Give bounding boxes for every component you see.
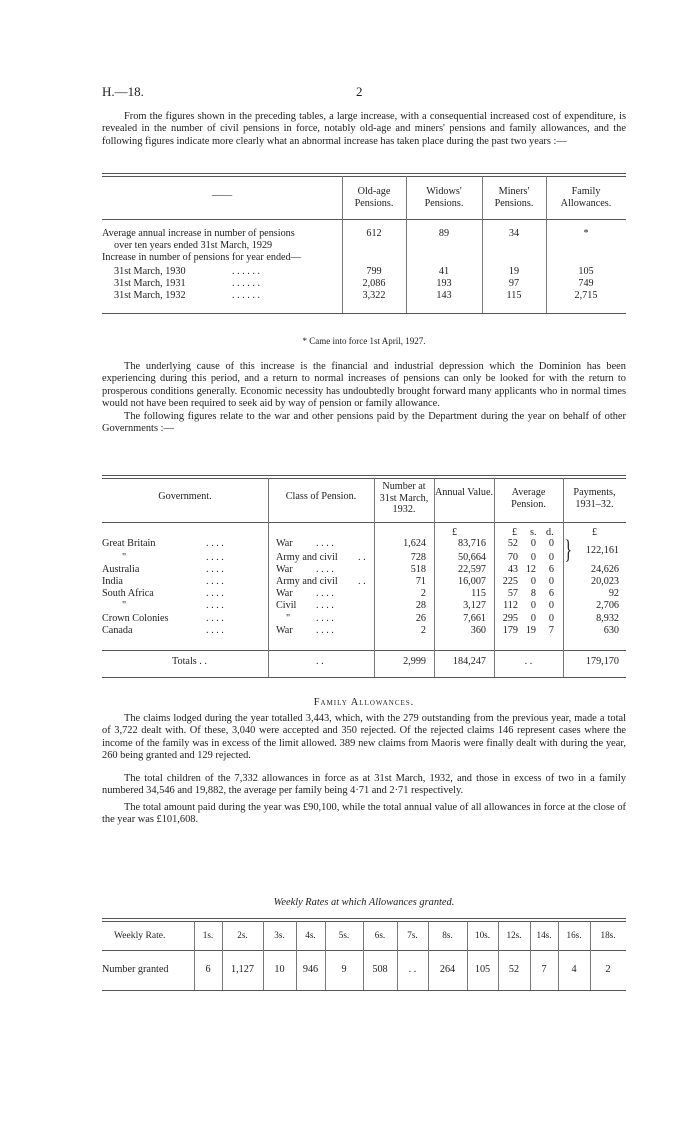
table2-totals-dots: . . [316,656,324,667]
table2-class: War [276,588,293,599]
table1-cell: 2,715 [574,290,598,301]
table2-class: Army and civil [276,576,338,587]
table2-brace: } [564,535,572,564]
table2-class: Army and civil [276,552,338,563]
table2-number: 2 [420,588,426,599]
table1-row-label: 31st March, 1932 [114,290,186,301]
table2-totals-payments: 179,170 [585,656,619,667]
table1-cell: 97 [508,278,520,289]
table2-government: " [122,600,127,611]
table-rule [102,219,626,220]
weekly-rate-cell: 12s. [506,930,522,940]
table2-unit: £ [592,527,598,538]
table2-average-pounds: 112 [503,600,518,611]
table2-government: Crown Colonies [102,613,169,624]
table-rule [102,478,626,479]
table2-annual: 3,127 [463,600,486,611]
table2-average-pounds: 70 [507,552,518,563]
number-granted-cell: 946 [302,964,319,975]
table2-unit: d. [546,527,554,538]
table-rule [102,990,626,991]
table1-row-label: 31st March, 1931 [114,278,186,289]
weekly-rate-cell: 3s. [274,930,285,940]
number-granted-cell: 52 [508,964,520,975]
table2-annual: 22,597 [457,564,486,575]
number-granted-cell: 6 [205,964,211,975]
table2-average-pence: 0 [548,576,554,587]
table-rule [102,650,626,651]
table2-average-shillings: 19 [525,625,536,636]
table2-payment: 8,932 [596,613,619,624]
number-granted-cell: 1,127 [231,964,254,975]
table2-annual: 16,007 [457,576,486,587]
table2-column-header: Payments, 1931–32. [573,487,616,510]
table2-number: 518 [410,564,426,575]
table1-leader-dots: . . . . . . [232,266,261,277]
table-rule [102,921,626,922]
table2-annual: 7,661 [463,613,486,624]
table2-average-pence: 6 [548,588,554,599]
table2-number: 728 [410,552,426,563]
number-granted-cell: . . [408,964,417,975]
table2-leader-dots: . . . . [316,600,334,611]
table2-number: 1,624 [403,538,426,549]
table1-cell: 2,086 [362,278,386,289]
intro-paragraph: From the figures shown in the preceding tables, a large increase, with a consequential increased cost of expenditure, is revealed in the number of civil pensions in force, notably old-age and miners' pensions and family allowances, and the following figures indicate more clearly what an abnormal increase has taken place during the past two years :— [102,111,626,147]
table2-average-pounds: 179 [502,625,518,636]
weekly-rate-cell: 4s. [305,930,316,940]
table2-class: " [286,613,291,624]
table2-totals-label: Totals . . [172,656,207,667]
table2-average-pounds: 52 [507,538,518,549]
table2-column-header: Average Pension. [511,487,546,510]
table1-cell: 89 [438,228,450,239]
weekly-rate-cell: 1s. [202,930,214,940]
table2-average-pounds: 295 [502,613,518,624]
table1-cell: 799 [366,266,382,277]
table1-row-label: over ten years ended 31st March, 1929 [114,240,273,251]
table-rule [102,313,626,314]
table1-cell: 19 [508,266,520,277]
table2-payment: 2,706 [596,600,619,611]
family-amount-paragraph: The total amount paid during the year was £90,100, while the total annual value of all allowances in force at the close of the year was £101,608. [102,802,626,826]
table2-leader-dots: . . . . [316,538,334,549]
table2-government: South Africa [102,588,154,599]
table2-average-pounds: 43 [507,564,518,575]
table2-class: War [276,538,293,549]
weekly-rate-cell: 7s. [407,930,418,940]
table-column-rule [268,478,269,677]
table2-leader-dots: . . . . [206,538,224,549]
table2-unit: £ [512,527,518,538]
table2-average-pence: 6 [548,564,554,575]
weekly-rate-cell: 18s. [600,930,616,940]
number-granted-cell: 508 [372,964,388,975]
table-rule [102,950,626,951]
table2-average-shillings: 0 [530,552,536,563]
table1-leader-dots: . . . . . . [232,290,261,301]
family-allowances-heading: Family Allowances. [313,697,415,708]
table1-row-label: Increase in number of pensions for year ended— [102,252,301,263]
number-granted-cell: 105 [474,964,491,975]
weekly-rate-cell: 14s. [536,930,552,940]
table-rule [102,173,626,174]
page-number: 2 [356,84,363,99]
table2-leader-dots: . . . . [206,552,224,563]
weekly-rates-caption: Weekly Rates at which Allowances granted. [273,897,455,908]
table2-leader-dots: . . . . [206,576,224,587]
table1-column-header: Old-age Pensions. [354,186,394,209]
table2-average-pounds: 57 [507,588,518,599]
other-governments-paragraph: The following figures relate to the war and other pensions paid by the Department during the year on behalf of other Governments :— [102,411,626,435]
table2-average-pence: 0 [548,613,554,624]
weekly-rate-cell: 8s. [442,930,453,940]
table2-number: 26 [415,613,426,624]
table2-average-shillings: 0 [530,538,536,549]
family-claims-paragraph: The claims lodged during the year totalled 3,443, which, with the 279 outstanding from the previous year, made a total of 3,722 dealt with. Of these, 3,040 were accepted and 350 rejected. Of the rejected claims 146 represent cases where the income of the family was in excess of the limit allowed. 389 new claims from Maoris were finally dealt with during the year, 260 being granted and 129 rejected. [102,713,626,762]
number-granted-cell: 7 [541,964,547,975]
table2-annual: 83,716 [457,538,486,549]
table1-column-header: Family Allowances. [560,186,612,209]
table2-average-shillings: 0 [530,576,536,587]
table1-cell: 193 [436,278,452,289]
table2-average-pence: 0 [548,600,554,611]
table1-cell: 749 [578,278,594,289]
table2-government: Great Britain [102,538,156,549]
table2-leader-dots: . . [358,552,366,563]
table2-average-shillings: 0 [530,600,536,611]
weekly-rate-cell: 16s. [566,930,582,940]
table2-column-header: Class of Pension. [285,491,357,502]
table2-number: 71 [415,576,426,587]
table2-average-pence: 0 [548,552,554,563]
table2-column-header: Annual Value. [434,487,494,498]
table1-cell: 3,322 [362,290,386,301]
table2-leader-dots: . . . . [206,613,224,624]
table2-leader-dots: . . . . [316,613,334,624]
table2-payment: 122,161 [585,545,619,556]
number-granted-cell: 264 [439,964,456,975]
table2-average-pence: 0 [548,538,554,549]
weekly-rate-cell: 10s. [474,930,491,940]
table2-government: " [122,552,127,563]
table2-column-header: Government. [158,491,212,502]
table1-row-label: 31st March, 1930 [114,266,186,277]
table2-leader-dots: . . . . [316,625,334,636]
document-reference: H.—18. [102,84,144,99]
table2-payment: 630 [603,625,619,636]
table2-unit: £ [452,527,458,538]
table1-leader-dots: . . . . . . [232,278,261,289]
table1-column-header: Widows' Pensions. [424,186,464,209]
table2-leader-dots: . . . . [206,625,224,636]
table2-class: War [276,625,293,636]
number-granted-cell: 9 [341,964,347,975]
table1-cell: 612 [366,228,382,239]
weekly-rate-label: Weekly Rate. [114,930,166,941]
table2-totals-number: 2,999 [403,656,426,667]
family-children-paragraph: The total children of the 7,332 allowances in force as at 31st March, 1932, and those in excess of two in a family numbered 34,546 and 19,882, the average per family being 4·71 and 2·71 respectively. [102,773,626,797]
table2-payment: 24,626 [590,564,619,575]
weekly-rate-cell: 5s. [338,930,350,940]
table1-column-header: Miners' Pensions. [494,186,534,209]
table2-average-pence: 7 [548,625,554,636]
table-rule [102,475,626,476]
number-granted-cell: 10 [274,964,285,975]
table-rule [102,176,626,177]
table2-average-shillings: 12 [525,564,536,575]
number-granted-cell: 4 [571,964,577,975]
table2-totals-average: . . [524,656,533,667]
table2-average-shillings: 0 [530,613,536,624]
table2-payment: 20,023 [590,576,619,587]
table2-leader-dots: . . . . [206,588,224,599]
table2-government: Canada [102,625,133,636]
table2-leader-dots: . . . . [206,564,224,575]
table2-totals-annual: 184,247 [452,656,486,667]
table2-annual: 50,664 [457,552,486,563]
table2-annual: 115 [471,588,486,599]
table-rule [102,522,626,523]
depression-paragraph: The underlying cause of this increase is the financial and industrial depression which the Dominion has been experiencing during this period, and a return to normal increases of pensions can only be looked for with the return to prosperous conditions generally. Economic necessity has undoubtedly brought forward many applicants who in normal times would not have been required to seek aid by way of pension or family allowance. [102,361,626,410]
table2-number: 2 [420,625,426,636]
table2-average-shillings: 8 [530,588,536,599]
table1-cell: 143 [436,290,452,301]
weekly-rate-cell: 6s. [374,930,386,940]
table-rule [102,677,626,678]
table1-cell: * [583,228,589,239]
table2-leader-dots: . . . . [206,600,224,611]
table-rule [102,918,626,919]
table2-average-pounds: 225 [502,576,518,587]
table2-leader-dots: . . . . [316,564,334,575]
table2-class: War [276,564,293,575]
table1-cell: 34 [508,228,520,239]
table2-class: Civil [276,600,297,611]
table2-government: Australia [102,564,140,575]
number-granted-label: Number granted [102,964,169,975]
table2-leader-dots: . . [358,576,366,587]
table1-cell: 115 [506,290,522,301]
table2-column-header: Number at 31st March, 1932. [379,481,429,516]
table1-corner: —— [211,190,233,201]
table2-payment: 92 [608,588,619,599]
table2-number: 28 [415,600,426,611]
table1-cell: 105 [578,266,594,277]
table2-government: India [102,576,123,587]
number-granted-cell: 2 [605,964,611,975]
table1-row-label: Average annual increase in number of pensions [102,228,295,239]
weekly-rate-cell: 2s. [237,930,248,940]
table1-footnote: * Came into force 1st April, 1927. [302,336,426,346]
table1-cell: 41 [438,266,450,277]
table2-leader-dots: . . . . [316,588,334,599]
table2-annual: 360 [470,625,486,636]
table2-unit: s. [530,527,537,538]
